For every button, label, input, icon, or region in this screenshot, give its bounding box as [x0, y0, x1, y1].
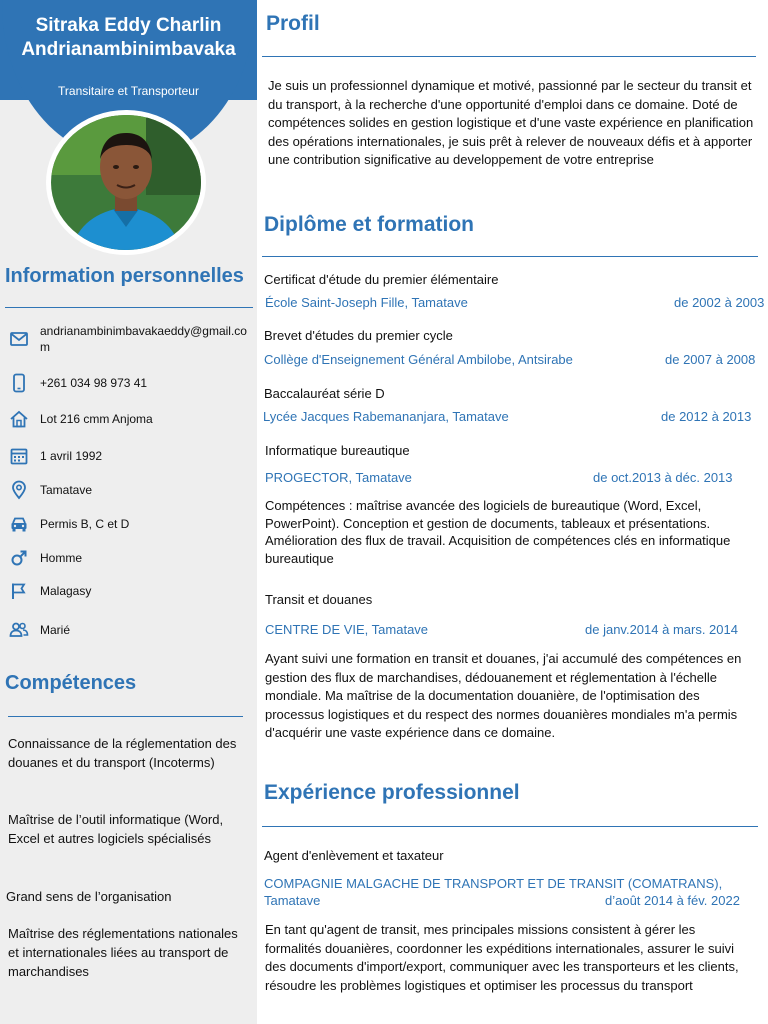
profile-photo: [51, 115, 201, 250]
candidate-name: Sitraka Eddy Charlin Andrianambinimbavaka: [21, 15, 236, 60]
info-address: [8, 408, 253, 430]
skill-item: Connaissance de la réglementation des douanes et du transport (Incoterms): [8, 736, 237, 770]
experience-title: Agent d'enlèvement et taxateur: [264, 848, 444, 863]
education-heading: Diplôme et formation: [264, 213, 475, 236]
birthdate-text: 1 avril 1992: [40, 449, 103, 463]
education-dates: de 2007 à 2008: [665, 352, 756, 367]
license-text: Permis B, C et D: [40, 517, 130, 531]
education-dates: de 2012 à 2013: [661, 409, 752, 424]
education-title: Transit et douanes: [265, 592, 373, 607]
education-place: PROGECTOR, Tamatave: [265, 470, 412, 485]
info-birthdate: [8, 445, 253, 467]
home-icon: [8, 408, 30, 430]
skill-item: Maîtrise des réglementations nationales et internationales liées au transport de marchandises: [8, 926, 238, 979]
experience-description: En tant qu'agent de transit, mes principales missions consistent à gérer les formalités douanières, coordonner les expéditions internationales, assurer le suivi des documents d'import/export, communiquer avec les transporteurs et les clients, résoudre les problèmes logistiques et optimiser les processus du transport: [265, 922, 739, 993]
profile-divider: [262, 56, 756, 57]
info-license: [8, 513, 253, 535]
skill-item: Grand sens de l’organisation: [6, 889, 172, 904]
experience-divider: [262, 826, 758, 827]
location-pin-icon: [8, 479, 30, 501]
skills-divider: [8, 716, 243, 717]
phone-icon: [8, 372, 30, 394]
info-email: [8, 323, 253, 355]
education-place: École Saint-Joseph Fille, Tamatave: [265, 295, 468, 310]
experience-company: COMPAGNIE MALGACHE DE TRANSPORT ET DE TRANSIT (COMATRANS),: [264, 876, 723, 891]
education-dates: de janv.2014 à mars. 2014: [585, 622, 738, 637]
car-icon: [8, 513, 30, 535]
people-icon: [8, 619, 30, 641]
marital-status-text: Marié: [40, 623, 71, 637]
experience-dates: d’août 2014 à fév. 2022: [605, 893, 740, 908]
education-place: Collège d'Enseignement Général Ambilobe, Antsirabe: [264, 352, 573, 367]
flag-icon: [8, 580, 30, 602]
education-title: Informatique bureautique: [265, 443, 410, 458]
info-gender: [8, 547, 253, 569]
education-title: Certificat d'étude du premier élémentaire: [264, 272, 499, 287]
education-place: CENTRE DE VIE, Tamatave: [265, 622, 429, 637]
education-divider: [262, 256, 758, 257]
address-text: Lot 216 cmm Anjoma: [40, 412, 153, 426]
city-text: Tamatave: [40, 483, 93, 497]
personal-info-heading: Information personnelles: [5, 265, 244, 287]
skills-heading: Compétences: [5, 672, 137, 694]
education-title: Brevet d'études du premier cycle: [264, 328, 453, 343]
info-marital-status: [8, 619, 253, 641]
experience-heading: Expérience professionnel: [264, 781, 520, 804]
nationality-text: Malagasy: [40, 584, 92, 598]
calendar-icon: [8, 445, 30, 467]
profile-text: Je suis un professionnel dynamique et motivé, passionné par le secteur du transit et du transport, à la recherche d'une opportunité d'emploi dans ce domaine. Doté de compétences solides en gestion logistique et d'une vaste expérience en planification des opérations internationales, je suis prêt à relever de nouveaux défis et à apporter une contribution significative au developpement de votre entreprise: [268, 78, 754, 168]
skill-item: Maîtrise de l’outil informatique (Word, Excel et autres logiciels spécialisés: [8, 812, 224, 846]
male-symbol-icon: [8, 547, 30, 569]
gender-text: Homme: [40, 551, 83, 565]
education-title: Baccalauréat série D: [264, 386, 385, 401]
personal-info-divider: [5, 307, 253, 308]
education-place: Lycée Jacques Rabemananjara, Tamatave: [263, 409, 509, 424]
email-text: andrianambinimbavakaeddy@gmail.com: [40, 324, 247, 354]
job-title: Transitaire et Transporteur: [58, 84, 199, 98]
info-city: [8, 479, 253, 501]
sidebar: [0, 0, 257, 1024]
info-phone: [8, 372, 253, 394]
education-dates: de 2002 à 2003: [674, 295, 765, 310]
education-description: Compétences : maîtrise avancée des logiciels de bureautique (Word, Excel, PowerPoint). Conception et gestion de documents, tableaux et présentations. Amélioration des flux de travail. Acquisition de compétences clés en informatique bureautique: [265, 498, 731, 566]
info-nationality: [8, 580, 253, 602]
phone-text: +261 034 98 973 41: [40, 376, 148, 390]
profile-heading: Profil: [266, 12, 320, 35]
education-description: Ayant suivi une formation en transit et douanes, j'ai accumulé des compétences en gestion des flux de marchandises, dédouanement et réglementation à l'échelle mondiale. Ma maîtrise de la documentation douanière, de l'optimisation des processus logistiques et du respect des normes douanières mondiales m'a permis d'acquérir une vaste expérience dans ce domaine.: [265, 651, 742, 741]
experience-city: Tamatave: [264, 893, 321, 908]
mail-icon: [8, 328, 30, 350]
education-dates: de oct.2013 à déc. 2013: [593, 470, 733, 485]
